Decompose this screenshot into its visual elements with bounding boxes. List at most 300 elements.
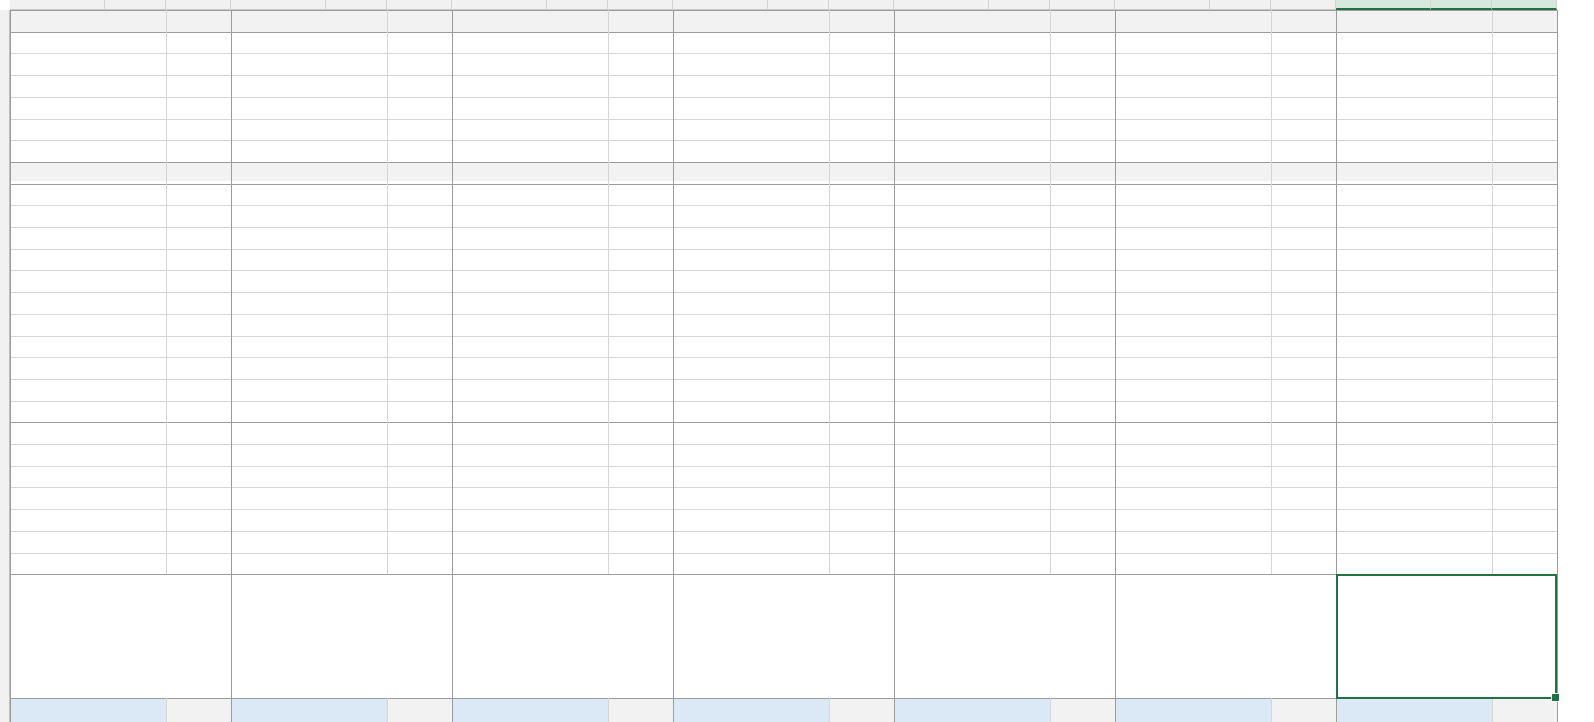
status-mark-cell[interactable] [829, 379, 894, 401]
column-header-x[interactable] [105, 0, 166, 10]
row-gridline [10, 357, 1557, 358]
task-cell[interactable] [894, 314, 1050, 336]
task-cell[interactable] [673, 140, 829, 162]
row-gridline [10, 422, 1557, 423]
status-mark-cell[interactable] [166, 401, 231, 423]
row-gridline [10, 162, 1557, 163]
task-cell[interactable] [894, 53, 1050, 75]
row-gridline [10, 698, 1557, 699]
task-cell[interactable] [673, 487, 829, 509]
gratitude-note-cell[interactable] [673, 575, 892, 697]
gratitude-note-cell[interactable] [1115, 575, 1334, 697]
task-cell[interactable] [452, 270, 608, 292]
task-cell[interactable] [10, 466, 166, 488]
row-gridline [10, 574, 1557, 575]
task-cell[interactable] [1115, 119, 1271, 141]
task-cell[interactable] [1336, 444, 1492, 466]
task-cell[interactable] [1115, 184, 1271, 206]
column-header-ac[interactable] [452, 0, 547, 10]
row-gridline [10, 292, 1557, 293]
column-header-aa[interactable] [326, 0, 387, 10]
side-column-border [1271, 10, 1272, 574]
task-cell[interactable] [10, 227, 166, 249]
task-cell[interactable] [452, 53, 608, 75]
task-cell[interactable] [1115, 379, 1271, 401]
task-cell[interactable] [1336, 357, 1492, 379]
task-cell[interactable] [673, 270, 829, 292]
task-cell[interactable] [1115, 466, 1271, 488]
column-header-ak[interactable] [1050, 0, 1115, 10]
status-mark-cell[interactable] [829, 184, 894, 206]
side-column-border [829, 10, 830, 574]
status-mark-cell[interactable] [166, 379, 231, 401]
task-cell[interactable] [231, 466, 387, 488]
task-cell[interactable] [1115, 553, 1271, 575]
task-cell[interactable] [452, 97, 608, 119]
task-cell[interactable] [452, 292, 608, 314]
task-cell[interactable] [1336, 336, 1492, 358]
daily-total-cell[interactable] [452, 698, 608, 722]
task-cell[interactable] [10, 336, 166, 358]
task-cell[interactable] [894, 75, 1050, 97]
task-cell[interactable] [894, 336, 1050, 358]
expense-label-cell[interactable] [387, 698, 452, 722]
task-cell[interactable] [1336, 75, 1492, 97]
row-gridline [10, 487, 1557, 488]
task-cell[interactable] [673, 379, 829, 401]
task-cell[interactable] [452, 444, 608, 466]
side-column-border [608, 698, 609, 722]
task-cell[interactable] [231, 487, 387, 509]
task-cell[interactable] [673, 531, 829, 553]
task-cell[interactable] [894, 401, 1050, 423]
task-cell[interactable] [231, 227, 387, 249]
day-column-border [452, 10, 453, 722]
task-cell[interactable] [231, 357, 387, 379]
task-cell[interactable] [894, 32, 1050, 54]
daily-total-cell[interactable] [673, 698, 829, 722]
task-cell[interactable] [1115, 487, 1271, 509]
task-cell[interactable] [1115, 292, 1271, 314]
task-cell[interactable] [452, 184, 608, 206]
column-header-ae[interactable] [608, 0, 673, 10]
task-cell[interactable] [1336, 119, 1492, 141]
task-cell[interactable] [673, 119, 829, 141]
task-cell[interactable] [894, 97, 1050, 119]
task-cell[interactable] [1336, 292, 1492, 314]
task-cell[interactable] [894, 487, 1050, 509]
task-cell[interactable] [1115, 270, 1271, 292]
task-cell[interactable] [452, 336, 608, 358]
column-header-aq[interactable] [1492, 0, 1557, 10]
selected-cell-range[interactable] [1336, 574, 1557, 699]
task-cell[interactable] [673, 401, 829, 423]
task-cell[interactable] [1336, 487, 1492, 509]
task-cell[interactable] [10, 487, 166, 509]
task-cell[interactable] [1115, 97, 1271, 119]
task-cell[interactable] [231, 162, 387, 184]
expense-label-cell[interactable] [1050, 698, 1115, 722]
status-mark-cell[interactable] [608, 184, 673, 206]
task-cell[interactable] [673, 314, 829, 336]
task-cell[interactable] [452, 466, 608, 488]
row-gridline [10, 184, 1557, 185]
task-cell[interactable] [1115, 444, 1271, 466]
task-cell[interactable] [452, 249, 608, 271]
task-cell[interactable] [673, 357, 829, 379]
task-cell[interactable] [452, 531, 608, 553]
task-cell[interactable] [1336, 401, 1492, 423]
status-mark-cell[interactable] [829, 401, 894, 423]
task-cell[interactable] [673, 422, 829, 444]
daily-total-cell[interactable] [231, 698, 387, 722]
side-column-border [1492, 10, 1493, 574]
status-mark-cell[interactable] [829, 422, 894, 444]
date-header[interactable] [894, 10, 1050, 32]
task-cell[interactable] [1336, 53, 1492, 75]
task-cell[interactable] [673, 553, 829, 575]
status-mark-cell[interactable] [387, 184, 452, 206]
task-cell[interactable] [10, 553, 166, 575]
task-cell[interactable] [231, 509, 387, 531]
task-cell[interactable] [10, 314, 166, 336]
row-gridline [10, 205, 1557, 206]
task-cell[interactable] [452, 119, 608, 141]
side-column-border [387, 698, 388, 722]
status-mark-cell[interactable] [608, 205, 673, 227]
row-gridline [10, 314, 1557, 315]
task-cell[interactable] [231, 379, 387, 401]
column-header-an[interactable] [1271, 0, 1336, 10]
status-mark-cell[interactable] [387, 379, 452, 401]
side-column-border [1271, 698, 1272, 722]
row-gridline [10, 509, 1557, 510]
day-column-border [673, 10, 674, 722]
day-column-border [1115, 10, 1116, 722]
daily-total-cell[interactable] [1336, 698, 1492, 722]
column-header-ab[interactable] [387, 0, 452, 10]
task-cell[interactable] [10, 249, 166, 271]
row-gridline [10, 119, 1557, 120]
task-cell[interactable] [1336, 466, 1492, 488]
task-cell[interactable] [1336, 422, 1492, 444]
task-cell[interactable] [1115, 357, 1271, 379]
task-cell[interactable] [10, 32, 166, 54]
task-cell[interactable] [1336, 249, 1492, 271]
side-column-border [1050, 10, 1051, 574]
task-cell[interactable] [673, 53, 829, 75]
task-cell[interactable] [894, 531, 1050, 553]
task-cell[interactable] [1336, 509, 1492, 531]
task-cell[interactable] [673, 466, 829, 488]
task-cell[interactable] [894, 119, 1050, 141]
column-header-al[interactable] [1115, 0, 1210, 10]
date-header[interactable] [452, 10, 608, 32]
task-cell[interactable] [1336, 531, 1492, 553]
status-mark-cell[interactable] [608, 270, 673, 292]
column-header-af[interactable] [673, 0, 768, 10]
expense-label-cell[interactable] [166, 698, 231, 722]
task-cell[interactable] [231, 140, 387, 162]
task-cell[interactable] [1336, 184, 1492, 206]
task-cell[interactable] [10, 119, 166, 141]
row-gridline [10, 270, 1557, 271]
fill-handle[interactable] [1551, 693, 1560, 702]
task-cell[interactable] [231, 32, 387, 54]
task-cell[interactable] [231, 270, 387, 292]
status-mark-cell[interactable] [608, 401, 673, 423]
task-cell[interactable] [231, 422, 387, 444]
row-gridline [10, 53, 1557, 54]
expense-label-cell[interactable] [1271, 698, 1336, 722]
task-cell[interactable] [1336, 227, 1492, 249]
task-cell[interactable] [1115, 140, 1271, 162]
status-mark-cell[interactable] [608, 444, 673, 466]
gratitude-note-cell[interactable] [894, 575, 1113, 697]
task-cell[interactable] [1336, 97, 1492, 119]
column-header-ap[interactable] [1431, 0, 1492, 10]
status-mark-cell[interactable] [166, 184, 231, 206]
status-mark-cell[interactable] [387, 401, 452, 423]
task-cell[interactable] [231, 292, 387, 314]
task-cell[interactable] [1336, 162, 1492, 184]
task-cell[interactable] [1115, 509, 1271, 531]
gratitude-note-cell[interactable] [10, 575, 229, 697]
row-gridline [10, 10, 1557, 11]
task-cell[interactable] [231, 184, 387, 206]
row-gridline [10, 75, 1557, 76]
side-column-border [608, 10, 609, 574]
task-cell[interactable] [673, 97, 829, 119]
task-cell[interactable] [673, 509, 829, 531]
task-cell[interactable] [894, 509, 1050, 531]
task-cell[interactable] [1115, 32, 1271, 54]
row-gridline [10, 466, 1557, 467]
column-header-aj[interactable] [989, 0, 1050, 10]
task-cell[interactable] [10, 357, 166, 379]
row-gridline [10, 336, 1557, 337]
task-cell[interactable] [894, 205, 1050, 227]
task-cell[interactable] [673, 292, 829, 314]
task-cell[interactable] [894, 422, 1050, 444]
column-header-ai[interactable] [894, 0, 989, 10]
task-cell[interactable] [10, 184, 166, 206]
task-cell[interactable] [673, 75, 829, 97]
task-cell[interactable] [10, 205, 166, 227]
row-gridline [10, 379, 1557, 380]
task-cell[interactable] [894, 444, 1050, 466]
task-cell[interactable] [673, 227, 829, 249]
status-mark-cell[interactable] [608, 292, 673, 314]
row-gridline [10, 32, 1557, 33]
task-cell[interactable] [894, 270, 1050, 292]
column-header-ad[interactable] [547, 0, 608, 10]
task-cell[interactable] [10, 270, 166, 292]
date-header[interactable] [1115, 10, 1271, 32]
side-column-border [1050, 698, 1051, 722]
task-cell[interactable] [1115, 53, 1271, 75]
task-cell[interactable] [1336, 379, 1492, 401]
task-cell[interactable] [452, 553, 608, 575]
status-mark-cell[interactable] [166, 205, 231, 227]
task-cell[interactable] [1115, 227, 1271, 249]
daily-total-cell[interactable] [1115, 698, 1271, 722]
day-column-border [894, 10, 895, 722]
task-cell[interactable] [452, 32, 608, 54]
task-cell[interactable] [1115, 205, 1271, 227]
side-column-border [166, 10, 167, 574]
gratitude-note-cell[interactable] [231, 575, 450, 697]
task-cell[interactable] [894, 184, 1050, 206]
task-cell[interactable] [894, 553, 1050, 575]
task-cell[interactable] [452, 227, 608, 249]
status-mark-cell[interactable] [387, 205, 452, 227]
task-cell[interactable] [673, 162, 829, 184]
task-cell[interactable] [1115, 422, 1271, 444]
task-cell[interactable] [673, 249, 829, 271]
task-cell[interactable] [1115, 75, 1271, 97]
status-mark-cell[interactable] [387, 444, 452, 466]
task-cell[interactable] [231, 205, 387, 227]
task-cell[interactable] [894, 466, 1050, 488]
row-gridline [10, 249, 1557, 250]
row-gridline [10, 531, 1557, 532]
task-cell[interactable] [452, 422, 608, 444]
task-cell[interactable] [1336, 32, 1492, 54]
task-cell[interactable] [231, 249, 387, 271]
row-header-strip [0, 10, 10, 722]
task-cell[interactable] [231, 401, 387, 423]
column-header-ao[interactable] [1336, 0, 1431, 10]
status-mark-cell[interactable] [387, 422, 452, 444]
column-header-ah[interactable] [829, 0, 894, 10]
task-cell[interactable] [10, 75, 166, 97]
task-cell[interactable] [1115, 314, 1271, 336]
task-cell[interactable] [894, 292, 1050, 314]
task-cell[interactable] [10, 162, 166, 184]
column-header-am[interactable] [1210, 0, 1271, 10]
task-cell[interactable] [894, 162, 1050, 184]
side-column-border [829, 698, 830, 722]
status-mark-cell[interactable] [387, 466, 452, 488]
task-cell[interactable] [10, 53, 166, 75]
date-header[interactable] [231, 10, 387, 32]
task-cell[interactable] [1115, 531, 1271, 553]
column-header-w[interactable] [10, 0, 105, 10]
task-cell[interactable] [452, 75, 608, 97]
task-cell[interactable] [1115, 336, 1271, 358]
daily-total-cell[interactable] [894, 698, 1050, 722]
date-header[interactable] [673, 10, 829, 32]
task-cell[interactable] [231, 314, 387, 336]
task-cell[interactable] [231, 553, 387, 575]
task-cell[interactable] [10, 509, 166, 531]
task-cell[interactable] [452, 140, 608, 162]
side-column-border [387, 10, 388, 574]
task-cell[interactable] [894, 227, 1050, 249]
status-mark-cell[interactable] [608, 379, 673, 401]
row-gridline [10, 227, 1557, 228]
task-cell[interactable] [673, 336, 829, 358]
task-cell[interactable] [452, 357, 608, 379]
task-cell[interactable] [1336, 140, 1492, 162]
task-cell[interactable] [10, 422, 166, 444]
task-cell[interactable] [894, 140, 1050, 162]
task-cell[interactable] [231, 97, 387, 119]
task-cell[interactable] [231, 75, 387, 97]
day-column-border [1557, 10, 1558, 722]
task-cell[interactable] [231, 444, 387, 466]
date-header[interactable] [1336, 10, 1492, 32]
task-cell[interactable] [673, 32, 829, 54]
task-cell[interactable] [1336, 205, 1492, 227]
task-cell[interactable] [10, 531, 166, 553]
task-cell[interactable] [452, 162, 608, 184]
expense-label-cell[interactable] [1492, 698, 1557, 722]
gratitude-note-cell[interactable] [452, 575, 671, 697]
task-cell[interactable] [452, 487, 608, 509]
task-cell[interactable] [452, 205, 608, 227]
task-cell[interactable] [452, 314, 608, 336]
task-cell[interactable] [452, 509, 608, 531]
day-column-border [10, 10, 11, 722]
date-header[interactable] [10, 10, 166, 32]
task-cell[interactable] [10, 444, 166, 466]
status-mark-cell[interactable] [608, 422, 673, 444]
task-cell[interactable] [894, 357, 1050, 379]
daily-total-cell[interactable] [10, 698, 166, 722]
task-cell[interactable] [1115, 162, 1271, 184]
task-cell[interactable] [1115, 249, 1271, 271]
side-column-border [1492, 698, 1493, 722]
task-cell[interactable] [452, 379, 608, 401]
task-cell[interactable] [673, 205, 829, 227]
task-cell[interactable] [231, 119, 387, 141]
status-mark-cell[interactable] [166, 422, 231, 444]
day-column-border [231, 10, 232, 722]
task-cell[interactable] [1336, 314, 1492, 336]
task-cell[interactable] [452, 401, 608, 423]
row-gridline [10, 97, 1557, 98]
task-cell[interactable] [894, 379, 1050, 401]
task-cell[interactable] [894, 249, 1050, 271]
task-cell[interactable] [231, 53, 387, 75]
task-cell[interactable] [10, 401, 166, 423]
task-cell[interactable] [1115, 401, 1271, 423]
side-column-border [166, 698, 167, 722]
task-cell[interactable] [231, 336, 387, 358]
task-cell[interactable] [10, 97, 166, 119]
task-cell[interactable] [673, 444, 829, 466]
row-gridline [10, 401, 1557, 402]
column-header-y[interactable] [166, 0, 231, 10]
expense-label-cell[interactable] [608, 698, 673, 722]
row-gridline [10, 553, 1557, 554]
task-cell[interactable] [673, 184, 829, 206]
task-cell[interactable] [10, 379, 166, 401]
status-mark-cell[interactable] [387, 270, 452, 292]
row-gridline [10, 140, 1557, 141]
row-gridline [10, 444, 1557, 445]
task-cell[interactable] [10, 292, 166, 314]
task-cell[interactable] [231, 531, 387, 553]
expense-label-cell[interactable] [829, 698, 894, 722]
task-cell[interactable] [1336, 553, 1492, 575]
column-header-z[interactable] [231, 0, 326, 10]
column-header-ag[interactable] [768, 0, 829, 10]
task-cell[interactable] [10, 140, 166, 162]
task-cell[interactable] [1336, 270, 1492, 292]
